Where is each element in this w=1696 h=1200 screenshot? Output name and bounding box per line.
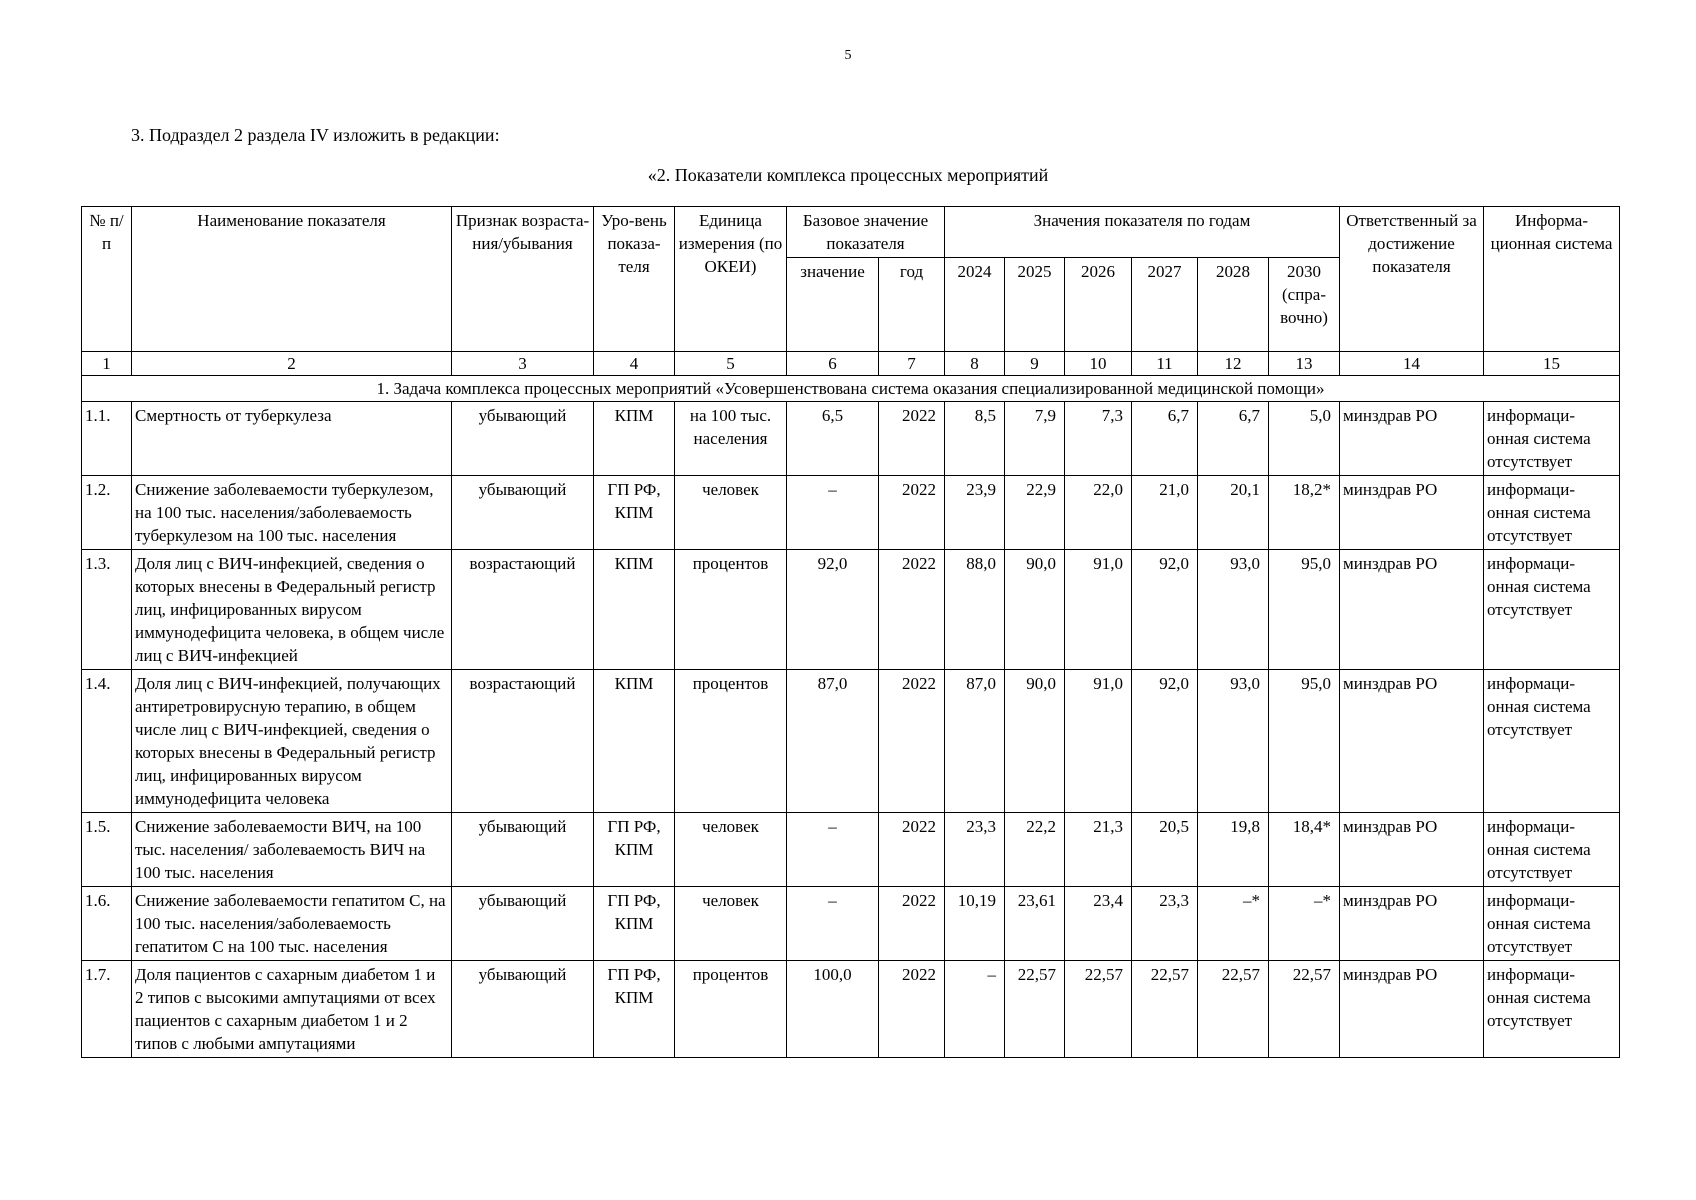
system-cell: информаци-онная система отсутствует bbox=[1484, 961, 1620, 1058]
system-cell: информаци-онная система отсутствует bbox=[1484, 402, 1620, 476]
header-year: 2024 bbox=[945, 258, 1005, 352]
column-number: 4 bbox=[594, 352, 675, 376]
table-row bbox=[82, 670, 1620, 813]
trend-cell: возрастающий bbox=[452, 670, 594, 813]
table-row bbox=[82, 961, 1620, 1058]
level-cell: ГП РФ, КПМ bbox=[594, 813, 675, 887]
indicator-name: Доля пациентов с сахарным диабетом 1 и 2 типов с высокими ампутациями от всех пациентов с сахарным диабетом 1 и 2 типов с любыми ампутациями bbox=[132, 961, 452, 1058]
value-2028-cell: 20,1 bbox=[1198, 476, 1269, 550]
table-row bbox=[82, 887, 1620, 961]
unit-cell: человек bbox=[675, 887, 787, 961]
row-number: 1.4. bbox=[82, 670, 132, 813]
trend-cell: убывающий bbox=[452, 813, 594, 887]
value-2026-cell: 23,4 bbox=[1065, 887, 1132, 961]
base-value-cell: – bbox=[787, 813, 879, 887]
value-2027-cell: 23,3 bbox=[1132, 887, 1198, 961]
value-2026-cell: 22,57 bbox=[1065, 961, 1132, 1058]
value-2024-cell: – bbox=[945, 961, 1005, 1058]
value-2030-cell: 95,0 bbox=[1269, 670, 1340, 813]
responsible-cell: минздрав РО bbox=[1340, 813, 1484, 887]
base-value-cell: – bbox=[787, 887, 879, 961]
value-2025-cell: 22,9 bbox=[1005, 476, 1065, 550]
intro-paragraph: 3. Подраздел 2 раздела IV изложить в редакции: bbox=[131, 125, 500, 145]
value-2025-cell: 22,57 bbox=[1005, 961, 1065, 1058]
value-2030-cell: –* bbox=[1269, 887, 1340, 961]
value-2025-cell: 90,0 bbox=[1005, 550, 1065, 670]
base-value-cell: 6,5 bbox=[787, 402, 879, 476]
value-2027-cell: 92,0 bbox=[1132, 550, 1198, 670]
column-number: 12 bbox=[1198, 352, 1269, 376]
header-unit: Единица измерения (по ОКЕИ) bbox=[675, 207, 787, 352]
header-level: Уро-вень показа-теля bbox=[594, 207, 675, 352]
header-trend: Признак возраста-ния/убывания bbox=[452, 207, 594, 352]
base-year-cell: 2022 bbox=[879, 402, 945, 476]
header-name: Наименование показателя bbox=[132, 207, 452, 352]
header-base-value: значение bbox=[787, 258, 879, 352]
table-row bbox=[82, 813, 1620, 887]
value-2025-cell: 7,9 bbox=[1005, 402, 1065, 476]
value-2028-cell: –* bbox=[1198, 887, 1269, 961]
trend-cell: убывающий bbox=[452, 961, 594, 1058]
responsible-cell: минздрав РО bbox=[1340, 550, 1484, 670]
base-value-cell: 87,0 bbox=[787, 670, 879, 813]
indicators-table bbox=[81, 206, 1620, 1058]
column-number: 11 bbox=[1132, 352, 1198, 376]
base-value-cell: 100,0 bbox=[787, 961, 879, 1058]
system-cell: информаци-онная система отсутствует bbox=[1484, 476, 1620, 550]
base-value-cell: – bbox=[787, 476, 879, 550]
header-system: Информа-ционная система bbox=[1484, 207, 1620, 352]
column-number: 10 bbox=[1065, 352, 1132, 376]
column-number: 13 bbox=[1269, 352, 1340, 376]
header-year: 2028 bbox=[1198, 258, 1269, 352]
base-year-cell: 2022 bbox=[879, 813, 945, 887]
responsible-cell: минздрав РО bbox=[1340, 887, 1484, 961]
header-year: 2026 bbox=[1065, 258, 1132, 352]
level-cell: ГП РФ, КПМ bbox=[594, 887, 675, 961]
table-row bbox=[82, 476, 1620, 550]
column-number: 6 bbox=[787, 352, 879, 376]
column-number: 8 bbox=[945, 352, 1005, 376]
value-2024-cell: 10,19 bbox=[945, 887, 1005, 961]
table-row bbox=[82, 402, 1620, 476]
column-number-row bbox=[82, 352, 1620, 376]
value-2027-cell: 20,5 bbox=[1132, 813, 1198, 887]
value-2024-cell: 23,9 bbox=[945, 476, 1005, 550]
level-cell: КПМ bbox=[594, 550, 675, 670]
header-no: № п/п bbox=[82, 207, 132, 352]
value-2030-cell: 18,2* bbox=[1269, 476, 1340, 550]
column-number: 15 bbox=[1484, 352, 1620, 376]
value-2026-cell: 91,0 bbox=[1065, 670, 1132, 813]
column-number: 1 bbox=[82, 352, 132, 376]
column-number: 14 bbox=[1340, 352, 1484, 376]
level-cell: КПМ bbox=[594, 402, 675, 476]
row-number: 1.3. bbox=[82, 550, 132, 670]
column-number: 9 bbox=[1005, 352, 1065, 376]
base-year-cell: 2022 bbox=[879, 961, 945, 1058]
indicator-name: Доля лиц с ВИЧ-инфекцией, сведения о которых внесены в Федеральный регистр лиц, инфицированных вирусом иммунодефицита человека, в общем числе лиц с ВИЧ-инфекцией bbox=[132, 550, 452, 670]
value-2025-cell: 22,2 bbox=[1005, 813, 1065, 887]
row-number: 1.7. bbox=[82, 961, 132, 1058]
value-2030-cell: 5,0 bbox=[1269, 402, 1340, 476]
system-cell: информаци-онная система отсутствует bbox=[1484, 670, 1620, 813]
level-cell: КПМ bbox=[594, 670, 675, 813]
level-cell: ГП РФ, КПМ bbox=[594, 961, 675, 1058]
header-year: 2027 bbox=[1132, 258, 1198, 352]
header-year: 2025 bbox=[1005, 258, 1065, 352]
level-cell: ГП РФ, КПМ bbox=[594, 476, 675, 550]
trend-cell: возрастающий bbox=[452, 550, 594, 670]
responsible-cell: минздрав РО bbox=[1340, 476, 1484, 550]
base-year-cell: 2022 bbox=[879, 550, 945, 670]
value-2025-cell: 23,61 bbox=[1005, 887, 1065, 961]
value-2028-cell: 19,8 bbox=[1198, 813, 1269, 887]
page-number: 5 bbox=[844, 48, 852, 63]
indicator-name: Доля лиц с ВИЧ-инфекцией, получающих антиретровирусную терапию, в общем числе лиц с ВИЧ-инфекцией, сведения о которых внесены в Федеральный регистр лиц, инфицированных вирусом иммунодефицита человека bbox=[132, 670, 452, 813]
value-2028-cell: 22,57 bbox=[1198, 961, 1269, 1058]
table-title: «2. Показатели комплекса процессных мероприятий bbox=[647, 165, 1049, 185]
base-year-cell: 2022 bbox=[879, 887, 945, 961]
value-2027-cell: 21,0 bbox=[1132, 476, 1198, 550]
indicator-name: Смертность от туберкулеза bbox=[132, 402, 452, 476]
value-2026-cell: 21,3 bbox=[1065, 813, 1132, 887]
header-base: Базовое значение показателя bbox=[787, 207, 945, 258]
system-cell: информаци-онная система отсутствует bbox=[1484, 550, 1620, 670]
trend-cell: убывающий bbox=[452, 887, 594, 961]
value-2026-cell: 7,3 bbox=[1065, 402, 1132, 476]
header-values: Значения показателя по годам bbox=[945, 207, 1340, 258]
base-year-cell: 2022 bbox=[879, 670, 945, 813]
header-responsible: Ответственный за достижение показателя bbox=[1340, 207, 1484, 352]
task-title: 1. Задача комплекса процессных мероприятий «Усовершенствована система оказания специализированной медицинской помощи» bbox=[82, 376, 1620, 402]
system-cell: информаци-онная система отсутствует bbox=[1484, 887, 1620, 961]
value-2028-cell: 6,7 bbox=[1198, 402, 1269, 476]
value-2030-cell: 18,4* bbox=[1269, 813, 1340, 887]
indicator-name: Снижение заболеваемости ВИЧ, на 100 тыс. населения/ заболеваемость ВИЧ на 100 тыс. населения bbox=[132, 813, 452, 887]
value-2026-cell: 91,0 bbox=[1065, 550, 1132, 670]
value-2024-cell: 8,5 bbox=[945, 402, 1005, 476]
header-base-year: год bbox=[879, 258, 945, 352]
value-2024-cell: 23,3 bbox=[945, 813, 1005, 887]
indicator-name: Снижение заболеваемости гепатитом С, на 100 тыс. населения/заболеваемость гепатитом С на 100 тыс. населения bbox=[132, 887, 452, 961]
value-2030-cell: 22,57 bbox=[1269, 961, 1340, 1058]
value-2028-cell: 93,0 bbox=[1198, 550, 1269, 670]
unit-cell: человек bbox=[675, 476, 787, 550]
unit-cell: процентов bbox=[675, 670, 787, 813]
value-2025-cell: 90,0 bbox=[1005, 670, 1065, 813]
system-cell: информаци-онная система отсутствует bbox=[1484, 813, 1620, 887]
row-number: 1.1. bbox=[82, 402, 132, 476]
indicator-name: Снижение заболеваемости туберкулезом, на 100 тыс. населения/заболеваемость туберкулезом на 100 тыс. населения bbox=[132, 476, 452, 550]
table-row bbox=[82, 550, 1620, 670]
task-row bbox=[82, 376, 1620, 402]
trend-cell: убывающий bbox=[452, 402, 594, 476]
header-row-1 bbox=[82, 207, 1620, 258]
value-2030-cell: 95,0 bbox=[1269, 550, 1340, 670]
value-2027-cell: 92,0 bbox=[1132, 670, 1198, 813]
column-number: 2 bbox=[132, 352, 452, 376]
base-year-cell: 2022 bbox=[879, 476, 945, 550]
unit-cell: процентов bbox=[675, 961, 787, 1058]
responsible-cell: минздрав РО bbox=[1340, 670, 1484, 813]
responsible-cell: минздрав РО bbox=[1340, 402, 1484, 476]
base-value-cell: 92,0 bbox=[787, 550, 879, 670]
row-number: 1.2. bbox=[82, 476, 132, 550]
unit-cell: процентов bbox=[675, 550, 787, 670]
column-number: 7 bbox=[879, 352, 945, 376]
value-2026-cell: 22,0 bbox=[1065, 476, 1132, 550]
column-number: 5 bbox=[675, 352, 787, 376]
unit-cell: человек bbox=[675, 813, 787, 887]
header-year: 2030 (спра-вочно) bbox=[1269, 258, 1340, 352]
trend-cell: убывающий bbox=[452, 476, 594, 550]
value-2027-cell: 6,7 bbox=[1132, 402, 1198, 476]
unit-cell: на 100 тыс. населения bbox=[675, 402, 787, 476]
row-number: 1.6. bbox=[82, 887, 132, 961]
value-2027-cell: 22,57 bbox=[1132, 961, 1198, 1058]
value-2028-cell: 93,0 bbox=[1198, 670, 1269, 813]
responsible-cell: минздрав РО bbox=[1340, 961, 1484, 1058]
row-number: 1.5. bbox=[82, 813, 132, 887]
value-2024-cell: 87,0 bbox=[945, 670, 1005, 813]
column-number: 3 bbox=[452, 352, 594, 376]
value-2024-cell: 88,0 bbox=[945, 550, 1005, 670]
